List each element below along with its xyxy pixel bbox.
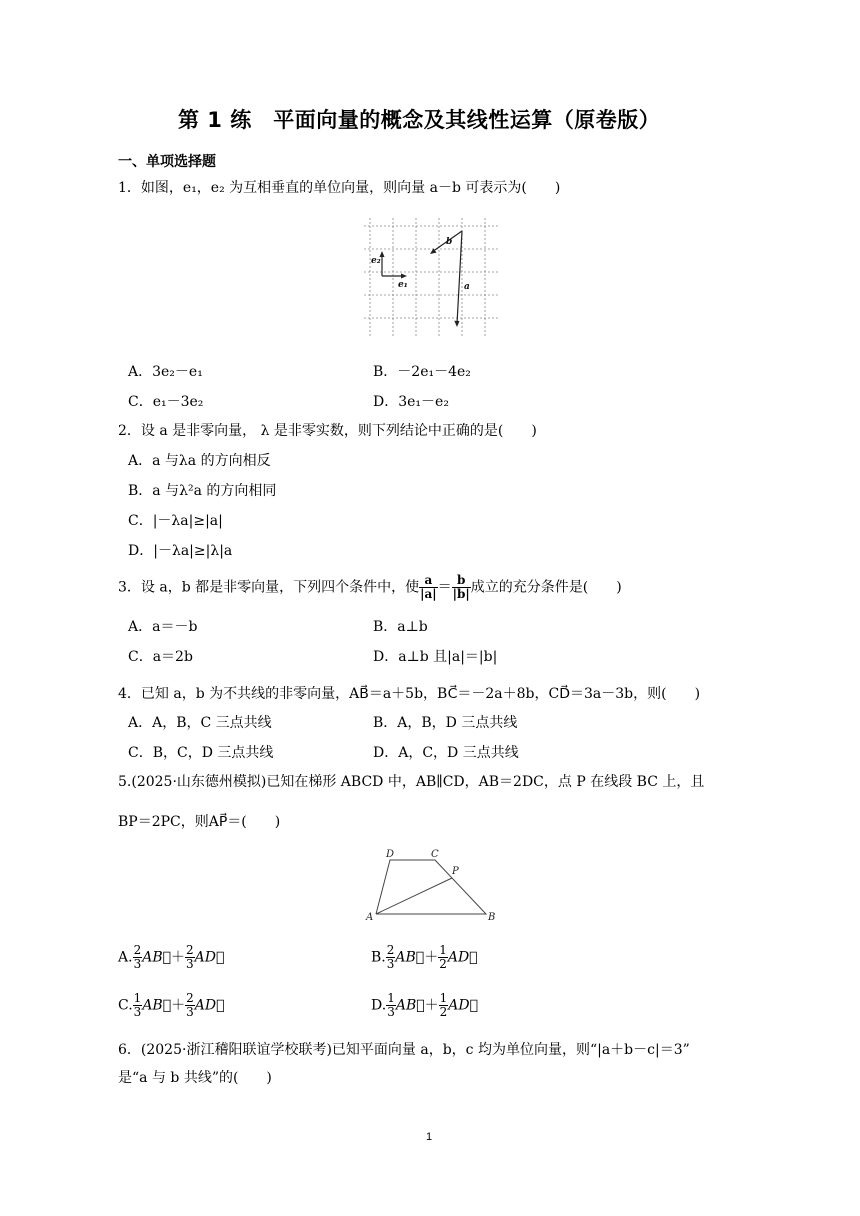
q2-option-d[interactable]: D．|－λa|≥|λ|a bbox=[128, 543, 233, 559]
q1-stem: 1．如图，e₁，e₂ 为互相垂直的单位向量，则向量 a－b 可表示为( ) bbox=[118, 180, 561, 196]
q2-option-c[interactable]: C．|－λa|≥|a| bbox=[128, 513, 223, 529]
q3-stem-before: 3．设 a，b 都是非零向量，下列四个条件中，使 bbox=[118, 579, 420, 596]
page-title: 第 1 练 平面向量的概念及其线性运算（原卷版） bbox=[178, 108, 661, 132]
q3-option-c[interactable]: C．a＝2b bbox=[128, 649, 193, 665]
q3-frac2-num: b bbox=[452, 574, 471, 588]
q1-option-c[interactable]: C．e₁－3e₂ bbox=[128, 394, 204, 410]
coef-den: 2 bbox=[439, 957, 447, 971]
point-b-label: B bbox=[488, 912, 496, 923]
a-label: a bbox=[464, 282, 470, 292]
plus-sign: ＋ bbox=[171, 997, 186, 1014]
q5-option-c[interactable] bbox=[118, 992, 225, 1019]
coef-den: 3 bbox=[387, 1005, 395, 1019]
q3-frac1-num: a bbox=[419, 574, 438, 588]
section-heading: 一、单项选择题 bbox=[118, 154, 216, 170]
q5-option-d[interactable] bbox=[371, 992, 478, 1019]
q2-option-b[interactable]: B．a 与λ²a 的方向相同 bbox=[128, 483, 277, 499]
coef-num: 2 bbox=[186, 943, 194, 957]
vector-ad: AD⃗ bbox=[448, 997, 479, 1014]
q5-option-d-coef2 bbox=[439, 992, 449, 1019]
vector-ad: AD⃗ bbox=[194, 949, 225, 966]
q5-option-a-coef1 bbox=[133, 944, 143, 971]
coef-num: 1 bbox=[387, 991, 395, 1005]
q5-option-d-coef1 bbox=[386, 992, 396, 1019]
q5-option-c-coef1 bbox=[133, 992, 143, 1019]
coef-num: 1 bbox=[439, 991, 448, 1005]
coef-num: 2 bbox=[186, 991, 194, 1005]
point-a-label: A bbox=[366, 912, 374, 923]
q1-option-b[interactable]: B．－2e₁－4e₂ bbox=[373, 364, 471, 380]
a-vector bbox=[457, 231, 462, 324]
coef-num: 1 bbox=[133, 991, 142, 1005]
q3-option-b[interactable]: B．a⊥b bbox=[373, 619, 428, 635]
plus-sign: ＋ bbox=[424, 997, 439, 1014]
q2-stem: 2．设 a 是非零向量， λ 是非零实数，则下列结论中正确的是( ) bbox=[118, 423, 537, 439]
segment-ap bbox=[376, 878, 452, 914]
q4-option-c[interactable]: C．B，C，D 三点共线 bbox=[128, 745, 274, 761]
e2-label: e₂ bbox=[371, 256, 381, 266]
vector-ab: AB⃗ bbox=[142, 949, 172, 966]
plus-sign: ＋ bbox=[424, 949, 439, 966]
q5-option-b-coef2 bbox=[438, 944, 448, 971]
coef-num: 2 bbox=[133, 943, 142, 957]
q5-trapezoid-figure bbox=[362, 846, 502, 926]
q6-stem-line1: 6．(2025·浙江稽阳联谊学校联考)已知平面向量 a，b，c 均为单位向量，则“|a＋b－c|＝3” bbox=[118, 1042, 690, 1058]
q3-fraction-a bbox=[419, 574, 438, 601]
q4-stem: 4．已知 a，b 为不共线的非零向量，AB⃗＝a＋5b，BC⃗＝－2a＋8b，CD⃗＝3a－3b，则( ) bbox=[118, 686, 701, 702]
q5-stem-line2: BP＝2PC，则AP⃗＝( ) bbox=[118, 814, 281, 830]
q6-stem-line2: 是“a 与 b 共线”的( ) bbox=[118, 1070, 272, 1086]
vector-ad: AD⃗ bbox=[194, 997, 225, 1014]
coef-num: 1 bbox=[439, 943, 447, 957]
point-c-label: C bbox=[431, 849, 439, 860]
coef-den: 2 bbox=[439, 1005, 448, 1019]
q5-stem-line1: 5.(2025·山东德州模拟)已知在梯形 ABCD 中，AB∥CD，AB＝2DC，点 P 在线段 BC 上，且 bbox=[118, 774, 705, 790]
q1-grid-figure bbox=[362, 216, 500, 340]
q1-option-a[interactable]: A．3e₂－e₁ bbox=[128, 364, 203, 380]
vector-ab: AB⃗ bbox=[395, 949, 425, 966]
q3-option-a[interactable]: A．a＝－b bbox=[128, 619, 198, 635]
q5-option-c-coef2 bbox=[185, 992, 195, 1019]
coef-den: 3 bbox=[386, 957, 395, 971]
q3-frac2-den: |b| bbox=[452, 587, 470, 601]
q5-option-b[interactable] bbox=[371, 944, 478, 971]
q3-fraction-b bbox=[452, 574, 471, 601]
q5-option-b-prefix: B. bbox=[371, 949, 386, 966]
point-p-label: P bbox=[452, 866, 459, 877]
b-label: b bbox=[446, 237, 453, 247]
point-d-label: D bbox=[386, 849, 395, 860]
plus-sign: ＋ bbox=[171, 949, 186, 966]
q5-option-d-prefix: D. bbox=[371, 997, 387, 1014]
q5-option-a-coef2 bbox=[185, 944, 195, 971]
q5-option-b-coef1 bbox=[386, 944, 396, 971]
coef-den: 3 bbox=[133, 957, 142, 971]
vector-ab: AB⃗ bbox=[395, 997, 425, 1014]
coef-den: 3 bbox=[133, 1005, 142, 1019]
q3-stem-after: 成立的充分条件是( ) bbox=[470, 579, 622, 596]
coef-num: 2 bbox=[386, 943, 395, 957]
q4-option-d[interactable]: D．A，C，D 三点共线 bbox=[373, 745, 519, 761]
coef-den: 3 bbox=[186, 1005, 194, 1019]
q3-frac1-den: |a| bbox=[420, 587, 437, 601]
e1-label: e₁ bbox=[398, 280, 408, 290]
q2-option-a[interactable]: A．a 与λa 的方向相反 bbox=[128, 453, 271, 469]
q4-option-b[interactable]: B．A，B，D 三点共线 bbox=[373, 715, 518, 731]
q3-stem bbox=[118, 574, 622, 601]
page-number: 1 bbox=[426, 1131, 433, 1143]
q5-option-a[interactable] bbox=[118, 944, 224, 971]
vector-ad: AD⃗ bbox=[447, 949, 478, 966]
coef-den: 3 bbox=[186, 957, 194, 971]
q3-option-d[interactable]: D．a⊥b 且|a|＝|b| bbox=[373, 649, 498, 665]
vector-ab: AB⃗ bbox=[142, 997, 172, 1014]
q4-option-a[interactable]: A．A，B，C 三点共线 bbox=[128, 715, 272, 731]
q3-equals: ＝ bbox=[437, 579, 452, 596]
q5-option-a-prefix: A. bbox=[118, 949, 133, 966]
q1-option-d[interactable]: D．3e₁－e₂ bbox=[373, 394, 449, 410]
q5-option-c-prefix: C. bbox=[118, 997, 133, 1014]
